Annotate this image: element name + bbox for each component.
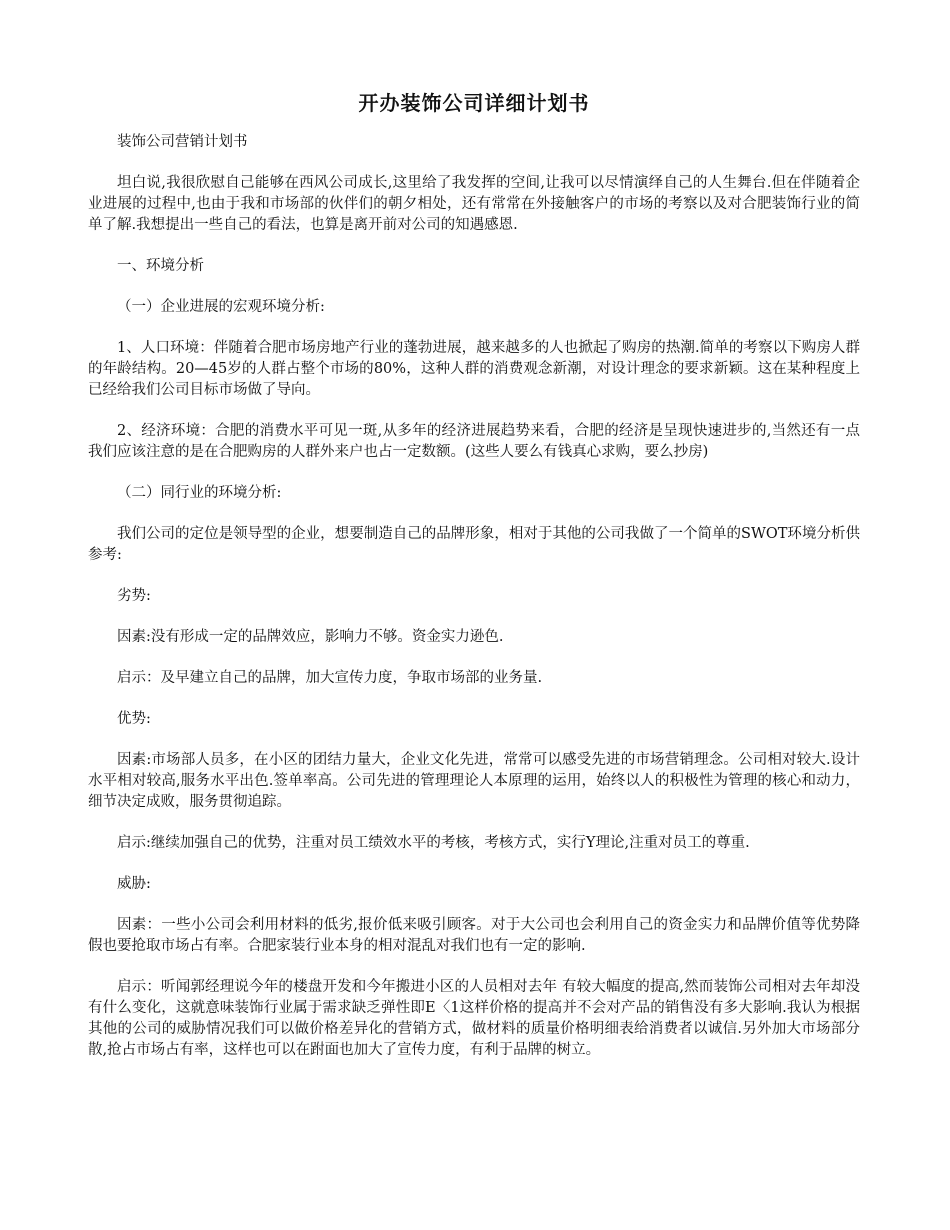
document-page — [88, 88, 860, 1081]
paragraph-economy: 2、经济环境：合肥的消费水平可见一斑,从多年的经济进展趋势来看，合肥的经济是呈现快速进步的,当然还有一点我们应该注意的是在合肥购房的人群外来户也占一定数额。(这些人要么有钱真心求购，要么抄房) — [88, 423, 860, 460]
paragraph-weakness-insight: 启示：及早建立自己的品牌，加大宣传力度，争取市场部的业务量. — [117, 670, 543, 686]
paragraph-swot-intro: 我们公司的定位是领导型的企业，想要制造自己的品牌形象，相对于其他的公司我做了一个简单的SWOT环境分析供参考: — [88, 526, 860, 563]
paragraph-threat-insight: 启示：听闻郭经理说今年的楼盘开发和今年搬进小区的人员相对去年 有较大幅度的提高,然而装饰公司相对去年却没有什么变化，这就意味装饰行业属于需求缺乏弹性即E〈1这样价格的提高并不会对产品的销售没有多大影响.我认为根据其他的公司的威胁情况我们可以做价格差异化的营销方式，做材料的质量价格明细表给消费者以诚信.另外加大市场部分散,抢占市场占有率，这样也可以在跗面也加大了宣传力度，有利于品牌的树立。 — [88, 979, 860, 1058]
subsection-heading-industry: （二）同行业的环境分析: — [117, 485, 282, 501]
label-strength: 优势: — [117, 711, 151, 727]
paragraph-intro: 坦白说,我很欣慰自己能够在西风公司成长,这里给了我发挥的空间,让我可以尽情演绎自己的人生舞台.但在伴随着企业进展的过程中,也由于我和市场部的伙伴们的朝夕相处，还有常常在外接触客户的市场的考察以及对合肥装饰行业的简单了解.我想提出一些自己的看法，也算是离开前对公司的知遇感恩. — [88, 175, 860, 233]
paragraph-strength-factor: 因素:市场部人员多，在小区的团结力量大，企业文化先进，常常可以感受先进的市场营销理念。公司相对较大.设计水平相对较高,服务水平出色.签单率高。公司先进的管理理论人本原理的运用，始终以人的积极性为管理的核心和动力，细节决定成败，服务贯彻追踪。 — [88, 752, 860, 810]
label-threat: 威胁: — [117, 876, 151, 892]
paragraph-subtitle: 装饰公司营销计划书 — [117, 134, 248, 150]
paragraph-population: 1、人口环境：伴随着合肥市场房地产行业的蓬勃进展，越来越多的人也掀起了购房的热潮.简单的考察以下购房人群的年龄结构。20—45岁的人群占整个市场的80%，这种人群的消费观念新潮，对设计理念的要求新颖。这在某种程度上已经给我们公司目标市场做了导向。 — [88, 340, 860, 398]
subsection-heading-macro: （一）企业进展的宏观环境分析: — [117, 299, 325, 315]
document-title: 开办装饰公司详细计划书 — [358, 91, 590, 115]
paragraph-strength-insight: 启示:继续加强自己的优势，注重对员工绩效水平的考核，考核方式，实行Y理论,注重对员工的尊重. — [117, 835, 750, 851]
paragraph-threat-factor: 因素：一些小公司会利用材料的低劣,报价低来吸引顾客。对于大公司也会利用自己的资金实力和品牌价值等优势降假也要抢取市场占有率。合肥家装行业本身的相对混乱对我们也有一定的影响. — [88, 917, 860, 954]
paragraph-weakness-factor: 因素:没有形成一定的品牌效应，影响力不够。资金实力逊色. — [117, 629, 504, 645]
label-weakness: 劣势: — [117, 588, 151, 604]
section-heading-environment: 一、环境分析 — [117, 258, 204, 274]
